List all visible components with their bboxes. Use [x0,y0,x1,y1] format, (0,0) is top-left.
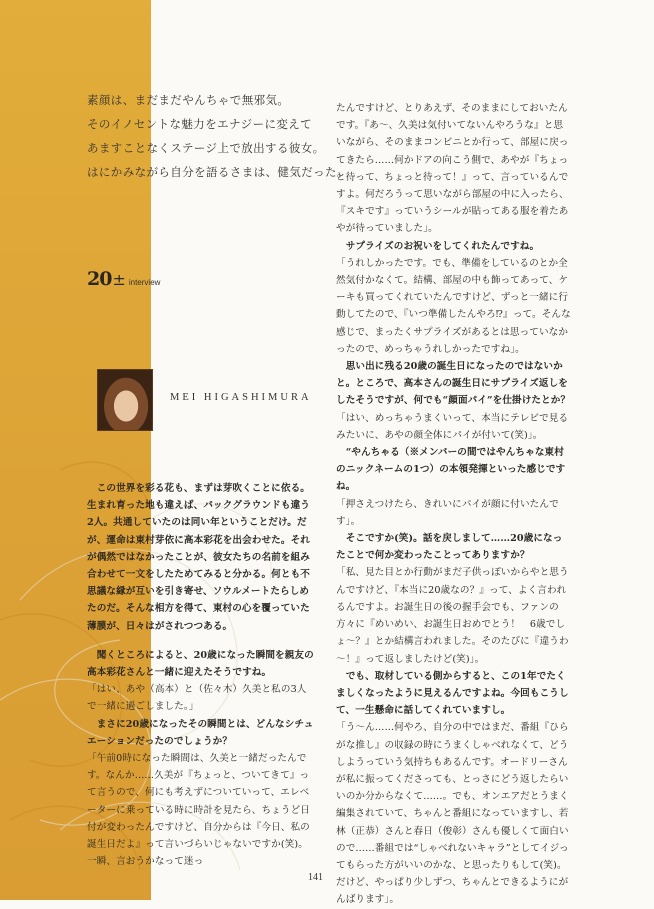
question: “やんちゃる（※メンバーの間ではやんちゃな東村のニックネームの1つ）の本領発揮といった感じですね。 [336,447,566,493]
answer: 「はい、めっちゃうまくいって、本当にテレビで見るみたいに、あやの顔全体にパイが付いて(笑)」。 [336,412,569,441]
answer: 「うれしかったです。でも、準備をしているのとか全然気付かなくて。結構、部屋の中も飾ってあって、ケーキも買ってくれていたんですけど、ずっと一緒に行動してたので、『いつ準備したんやろ⁉』って。そんな感じで、まったくサプライズがあるとは思っていなかったので、めっちゃうれしかったですね」。 [336,257,571,355]
article-right-column [336,100,572,909]
answer: 「う～ん……何やろ、自分の中ではまだ、番組『ひらがな推し』の収録の時にうまくしゃべれなくて、どうしようっていう気持ちもあるんです。オードリーさんが私に振ってくださっても、とっさにどう返したらいいのか分からなくて……。でも、オンエアだとうまく編集されていて、ちゃんと番組になっていますし、若林（正恭）さんと春日（俊彰）さんも優しくて面白いので……番組では“しゃべれないキャラ”としてイジってもらった方がいいのかな、と思ったりもして(笑)。だけど、やっぱり少しずつ、ちゃんとできるようにがんばります」。 [336,722,569,906]
intro-line: 素顔は、まだまだやんちゃで無邪気。 [87,93,290,107]
article-left-column [87,480,314,870]
answer: 「私、見た目とか行動がまだ子供っぽいからやと思うんですけど、『本当に20歳なの？』って、よく言われるんですよ。お誕生日の後の握手会でも、ファンの方々に『めいめい、お誕生日おめでとう！ 6歳でしょ～？』とか結構言われました。そのたびに『違うわ～！』って返しましたけど(笑)」。 [336,567,569,665]
answer: 「はい、あや（高本）と（佐々木）久美と私の3人で一緒に過ごしました。」 [87,684,307,713]
answer: 「午前0時になった瞬間は、久美と一緒だったんです。なんか……久美が『ちょっと、ついてきて』って言うので、何にも考えずについていって、エレベーターに乗っている時に時計を見たら、ちょうど日付が変わったんですけど、自分からは『今日、私の誕生日だよ』って言いづらいじゃないですか(笑)。一瞬、言おうかなって迷っ [87,753,310,868]
paragraph: この世界を彩る花も、まずは芽吹くことに依る。生まれ育った地も違えば、バックグラウンドも違う2人。共通していたのは同い年ということだけ。だが、運命は東村芽依に高本彩花を出会わせた。それが偶然ではなかったことが、彼女たちの名前を組み合わせて一文をしたためてみると分かる。何とも不思議な縁が互いを引き寄せ、ソウルメートたらしめたのだ。そんな相方を得て、東村の心を覆っていた薄膜が、日々はがされつつある。 [87,483,310,632]
series-logo [87,268,160,290]
intro-line: そのイノセントな魅力をエナジーに変えて [87,117,313,131]
question: まさに20歳になったその瞬間とは、どんなシチュエーションだったのでしょうか？ [87,718,314,747]
logo-word: interview [128,278,161,287]
logo-plus: ± [112,270,126,289]
page-number: 141 [308,872,323,883]
question: そこですか(笑)。話を戻しまして……20歳になったことで何か変わったことってありますか？ [336,533,563,562]
portrait-photo [97,369,153,431]
intro-lead-text [87,88,349,184]
answer: 「押さえつけたら、きれいにパイが顔に付いたんです」。 [336,498,559,527]
question: でも、取材している側からすると、この1年でたくましくなったように見えるんですよね。今回もこうして、一生懸命に話してくれていますし。 [336,670,569,717]
question: サプライズのお祝いをしてくれたんですね。 [336,240,540,252]
intro-line: はにかみながら自分を語るさまは、健気だった。 [87,165,349,179]
intro-line: あますことなくステージ上で放出する彼女。 [87,141,325,155]
question: 思い出に残る20歳の誕生日になったのではないかと。ところで、高本さんの誕生日にサプライズ返しをしたそうですが、何でも“顔面パイ”を仕掛けたとか？ [336,361,571,407]
logo-number: 20 [87,268,112,290]
answer: たんですけど、とりあえず、そのままにしておいたんです。『あ～、久美は気付いてないんやろうな』と思いながら、そのままコンビニとか行って、部屋に戻ってきたら……何かドアの向こう側で、あやが『ちょっと待って、ちょっと待って！』って、言っているんですよ。何だろうって思いながら部屋の中に入ったら、『スキです』っていうシールが貼ってある服を着たあやが待っていました」。 [336,103,569,235]
paragraph-gap [87,635,314,647]
interviewee-name: MEI HIGASHIMURA [170,392,312,403]
question: 聞くところによると、20歳になった瞬間を親友の高本彩花さんと一緒に迎えたそうですね。 [87,649,314,679]
